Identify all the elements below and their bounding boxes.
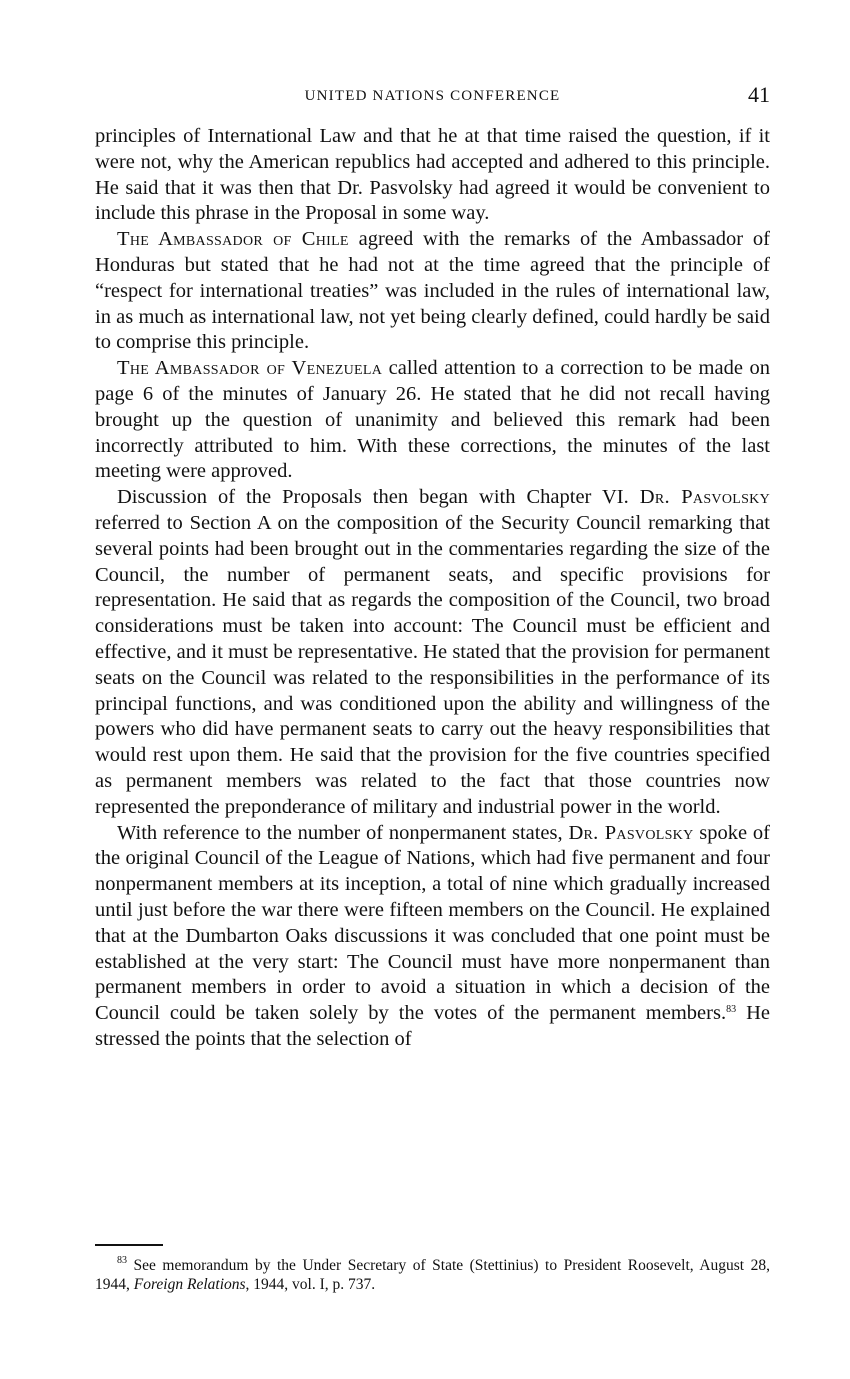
paragraph-text: spoke of the original Council of the League of Nations, which had five permanent and four nonpermanent members at its inception, a total of nine which gradually increased until just before the war there were fifteen members on the Council. He explained that at the Dumbarton Oaks discussions it was concluded that one point must be established at the very start: The Council must have more nonpermanent than permanent members in order to avoid a situation in which a decision of the Council could be taken solely by the votes of the permanent members. (95, 821, 770, 1025)
footnote-reference[interactable]: 83 (726, 1004, 737, 1016)
footnote-text: , 1944, vol. I, p. 737. (245, 1276, 376, 1293)
page-number: 41 (748, 82, 770, 107)
paragraph-4 (95, 485, 770, 820)
paragraph-text: referred to Section A on the composition of the Security Council remarking that several points had been brought out in the commentaries regarding the size of the Council, the number of permanent seats, and specific provisions for representation. He said that as regards the composition of the Council, two broad considerations must be taken into account: The Council must be efficient and effective, and it must be representative. He stated that the provision for permanent seats on the Council was related to the responsibilities in the performance of its principal functions, and was conditioned upon the ability and willingness of the powers who did have permanent seats to carry out the heavy responsibilities that would rest upon them. He said that the provision for the five countries specified as permanent members was related to the fact that those countries now represented the preponderance of military and industrial power in the world. (95, 511, 770, 818)
paragraph-1 (95, 124, 770, 227)
body-text (95, 124, 770, 1053)
speaker-name: The Ambassador of Venezuela (117, 357, 383, 380)
paragraph-2 (95, 227, 770, 356)
paragraph-text: agreed with the remarks of the Ambassador of Honduras but stated that he had not at the time agreed that the principle of “respect for international treaties” was included in the rules of international law, in as much as international law, not yet being clearly defined, could hardly be said to comprise this principle. (95, 228, 771, 354)
paragraph-text: He stressed the points that the selection of (95, 1002, 770, 1050)
paragraph-text: Discussion of the Proposals then began with Chapter VI. (117, 486, 640, 509)
speaker-name: The Ambassador of Chile (117, 228, 349, 251)
paragraph-text: principles of International Law and that he at that time raised the question, if it were not, why the American republics had accepted and adhered to this principle. He said that it was then that Dr. Pasvolsky had agreed it would be convenient to include this phrase in the Proposal in some way. (95, 125, 770, 225)
speaker-name: Dr. Pasvolsky (639, 486, 771, 509)
footnote-text: See memorandum by the Under Secretary of State (Stettinius) to President Roosevelt, August 28, 1944, (95, 1257, 770, 1293)
paragraph-text: With reference to the number of nonpermanent states, (117, 821, 569, 844)
running-title: UNITED NATIONS CONFERENCE (304, 88, 561, 104)
footnote-divider (95, 1244, 163, 1246)
footnote (95, 1256, 770, 1294)
paragraph-5 (95, 821, 770, 1053)
speaker-name: Dr. Pasvolsky (568, 821, 694, 844)
footnote-marker: 83 (117, 1255, 127, 1266)
footnote-source: Foreign Relations (133, 1276, 246, 1293)
paragraph-text: called attention to a correction to be made on page 6 of the minutes of January 26. He stated that he did not recall having brought up the question of unanimity and believed this remark had been incorrectly attributed to him. With these corrections, the minutes of the last meeting were approved. (95, 357, 770, 483)
paragraph-3 (95, 356, 770, 485)
